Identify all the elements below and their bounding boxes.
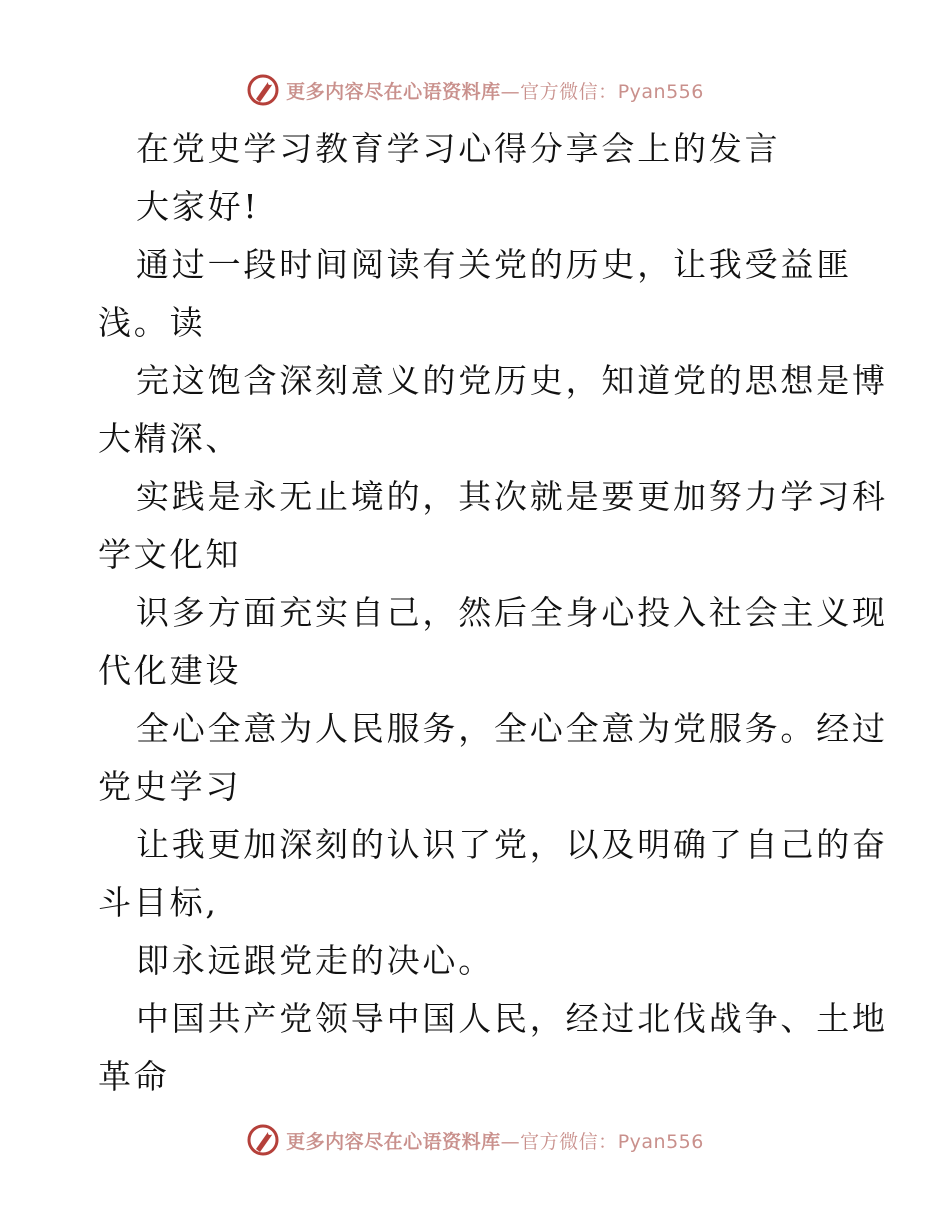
- paragraph-line: 学文化知: [98, 535, 242, 574]
- paragraph-line: 浅。读: [98, 303, 206, 342]
- footer-dash: —: [500, 1130, 521, 1153]
- paragraph-line: 通过一段时间阅读有关党的历史，让我受益匪: [136, 245, 852, 284]
- paragraph-line: 革命: [98, 1057, 170, 1096]
- paragraph-line: 中国共产党领导中国人民，经过北伐战争、土地: [136, 999, 888, 1038]
- paragraph-line: 斗目标,: [98, 883, 219, 922]
- document-title: 在党史学习教育学习心得分享会上的发言: [136, 129, 781, 168]
- paragraph-line: 即永远跟党走的决心。: [136, 941, 494, 980]
- footer-wechat-label: 官方微信：: [520, 1130, 618, 1153]
- paragraph-line: 全心全意为人民服务，全心全意为党服务。经过: [136, 709, 888, 748]
- header-brand: 更多内容尽在心语资料库: [286, 80, 501, 103]
- header-wechat-label: 官方微信：: [520, 80, 618, 103]
- header-dash: —: [500, 80, 521, 103]
- paragraph-line: 大精深、: [98, 419, 242, 458]
- paragraph-line: 让我更加深刻的认识了党，以及明确了自己的奋: [136, 825, 888, 864]
- greeting: 大家好!: [136, 187, 260, 226]
- paragraph-line: 识多方面充实自己，然后全身心投入社会主义现: [136, 593, 888, 632]
- footer-banner: [0, 1120, 950, 1160]
- footer-text: [286, 1127, 704, 1154]
- paragraph-line: 实践是永无止境的，其次就是要更加努力学习科: [136, 477, 888, 516]
- footer-brand: 更多内容尽在心语资料库: [286, 1130, 501, 1153]
- footer-wechat-id: Pyan556: [617, 1130, 704, 1153]
- paragraph-line: 党史学习: [98, 767, 242, 806]
- document-body: [98, 120, 888, 1106]
- paragraph-line: 完这饱含深刻意义的党历史，知道党的思想是博: [136, 361, 888, 400]
- pen-logo-icon: [246, 73, 280, 107]
- header-banner: [0, 70, 950, 110]
- paragraph-line: 代化建设: [98, 651, 242, 690]
- header-text: [286, 77, 704, 104]
- pen-logo-icon: [246, 1123, 280, 1157]
- header-wechat-id: Pyan556: [617, 80, 704, 103]
